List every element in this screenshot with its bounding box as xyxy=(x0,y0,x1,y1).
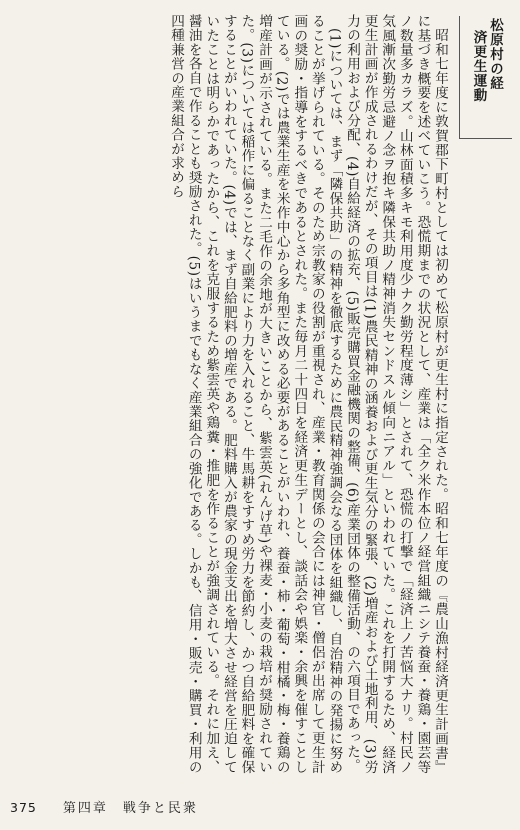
running-head: 第四章 戦争と民衆 xyxy=(62,801,198,816)
side-heading xyxy=(459,16,512,139)
side-heading-line-1: 松原村の経 xyxy=(487,18,503,91)
paragraph-1: 昭和七年度に敦賀郡下町村としては初めて松原村が更生村に指定された。昭和七年度の『農山漁村経済更生計画書』に基づき概要を述べていこう。恐慌期までの状況として、産業は「全ク米作本位ノ経営組織ニシテ養蚕・養鶏・園芸等ノ数量多カラズ。山林面積多キモ利用度少ナク勤労程度薄シ」とされて、恐慌の打撃で「経済上ノ苦悩大ナリ。村民ノ気風漸次勤労忌避ノ念ヲ抱キ隣保共助ノ精神消失センドスル傾向ニアル」といわれていた。これを打開するため、経済更生計画が作成されるわけだが、その項目は(1)農民精神の涵養および更生気分の緊張、(2)増産および土地利用、(3)労力の利用および分配、(4)自給経済の拡充、(5)販売購買金融機関の整備、(6)産業団体の整備活動、の六項目であった。 xyxy=(344,14,448,774)
page-number: 375 xyxy=(10,800,37,815)
body-text xyxy=(8,14,448,774)
side-heading-line-2: 済更生運動 xyxy=(470,30,487,103)
paragraph-2: (1)については、まず「隣保共助」の精神を徹底するために農民精神強調会なる団体を組織し、自治精神の発揚に努めることが挙げられている。そのため宗教家の役割が重視され、産業・教育関係の会合には神官・僧侶が出席して更生計画の奨励・指導をするべきであるとされた。また毎月二十四日を経済更生デーとし、談話会や娯楽・余興を催すことしている。(2)では農業生産を米作中心から多角型に改める必要があることがいわれ、養蚕・柿・葡萄・柑橘・梅・養鶏の増産計画が示されている。また二毛作の余地が大きいことから、紫雲英(れんげ草)や裸麦・小麦の栽培が奨励されていた。(3)については稲作に偏ることなく副業により力を入れること、牛馬耕をすすめ労力を節約し、かつ自給肥料を確保することがいわれていた。(4)では、まず自給肥料の増産である。肥料購入が農家の現金支出を増大させ経営を圧迫していたことは明らかであったから、これを克服するため紫雲英や鶏糞・推肥を作ることが強調されている。それに加え、醤油を各自で作ることも奨励された。(5)はいうまでもなく産業組合の強化である。しかも、信用・販売・購買・利用の四種兼営の産業組合が求めら xyxy=(168,14,343,774)
page-footer xyxy=(10,797,198,816)
